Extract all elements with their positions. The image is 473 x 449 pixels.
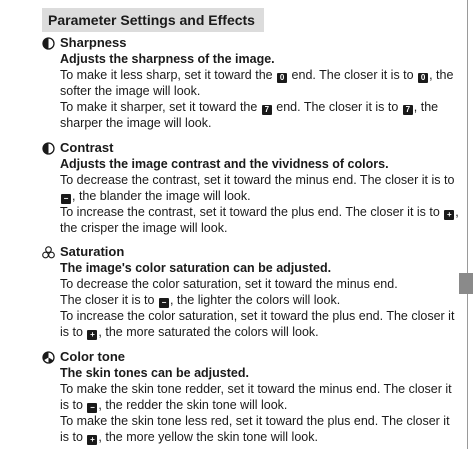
parameter-summary: Adjusts the image contrast and the vividness of colors. bbox=[60, 157, 389, 171]
parameter-summary: The image's color saturation can be adjusted. bbox=[60, 261, 332, 275]
setting-value-icon: 0 bbox=[277, 73, 287, 83]
parameter-description bbox=[60, 204, 462, 236]
parameter-section bbox=[42, 140, 462, 236]
description-text: To increase the color saturation, set it toward the plus end. The closer it is to bbox=[60, 309, 455, 339]
description-text: , the redder the skin tone will look. bbox=[98, 398, 288, 412]
section-heading bbox=[42, 35, 462, 51]
sharpness-icon bbox=[42, 37, 55, 50]
page-title: Parameter Settings and Effects bbox=[48, 12, 255, 28]
description-text: To decrease the color saturation, set it toward the minus end. bbox=[60, 277, 398, 291]
parameter-summary: Adjusts the sharpness of the image. bbox=[60, 52, 275, 66]
color-tone-icon bbox=[42, 351, 55, 364]
parameter-description bbox=[60, 99, 462, 131]
setting-value-icon: − bbox=[87, 403, 97, 413]
parameter-name: Sharpness bbox=[60, 35, 127, 50]
setting-value-icon: − bbox=[159, 298, 169, 308]
parameter-description bbox=[60, 308, 462, 340]
parameter-section bbox=[42, 244, 462, 340]
description-text: To make it less sharp, set it toward the bbox=[60, 68, 277, 82]
description-text: end. The closer it is to bbox=[272, 100, 402, 114]
description-text: To increase the contrast, set it toward the plus end. The closer it is to bbox=[60, 205, 444, 219]
parameter-description bbox=[60, 413, 462, 445]
parameter-name: Saturation bbox=[60, 244, 125, 259]
parameter-summary: The skin tones can be adjusted. bbox=[60, 366, 249, 380]
setting-value-icon: + bbox=[87, 435, 97, 445]
setting-value-icon: 0 bbox=[418, 73, 428, 83]
description-text: To make the skin tone less red, set it toward the plus end. The closer it is to bbox=[60, 414, 450, 444]
setting-value-icon: − bbox=[61, 194, 71, 204]
section-heading bbox=[42, 244, 462, 260]
description-text: , the more yellow the skin tone will look. bbox=[98, 430, 318, 444]
parameter-description bbox=[60, 292, 462, 308]
section-heading bbox=[42, 349, 462, 365]
description-text: , the blander the image will look. bbox=[72, 189, 251, 203]
section-title-banner bbox=[42, 8, 264, 32]
description-text: To make it sharper, set it toward the bbox=[60, 100, 261, 114]
parameter-description bbox=[60, 67, 462, 99]
description-text: The closer it is to bbox=[60, 293, 158, 307]
contrast-icon bbox=[42, 142, 55, 155]
description-text: To make the skin tone redder, set it toward the minus end. The closer it is to bbox=[60, 382, 452, 412]
section-heading bbox=[42, 140, 462, 156]
page-edge-rule bbox=[467, 0, 468, 449]
description-text: , the sharper the image will look. bbox=[60, 100, 439, 130]
description-text: , the softer the image will look. bbox=[60, 68, 454, 98]
description-text: end. The closer it is to bbox=[288, 68, 418, 82]
saturation-icon bbox=[42, 246, 55, 259]
parameter-section bbox=[42, 35, 462, 131]
setting-value-icon: + bbox=[444, 210, 454, 220]
description-text: , the more saturated the colors will look. bbox=[98, 325, 319, 339]
parameter-name: Contrast bbox=[60, 140, 114, 155]
parameter-name: Color tone bbox=[60, 349, 125, 364]
description-text: , the lighter the colors will look. bbox=[169, 293, 341, 307]
description-text: , the crisper the image will look. bbox=[60, 205, 459, 235]
setting-value-icon: 7 bbox=[403, 105, 413, 115]
parameter-description bbox=[60, 276, 462, 292]
setting-value-icon: + bbox=[87, 330, 97, 340]
parameter-description bbox=[60, 381, 462, 413]
setting-value-icon: 7 bbox=[262, 105, 272, 115]
description-text: To decrease the contrast, set it toward the minus end. The closer it is to bbox=[60, 173, 455, 187]
parameter-section bbox=[42, 349, 462, 445]
parameter-description bbox=[60, 172, 462, 204]
